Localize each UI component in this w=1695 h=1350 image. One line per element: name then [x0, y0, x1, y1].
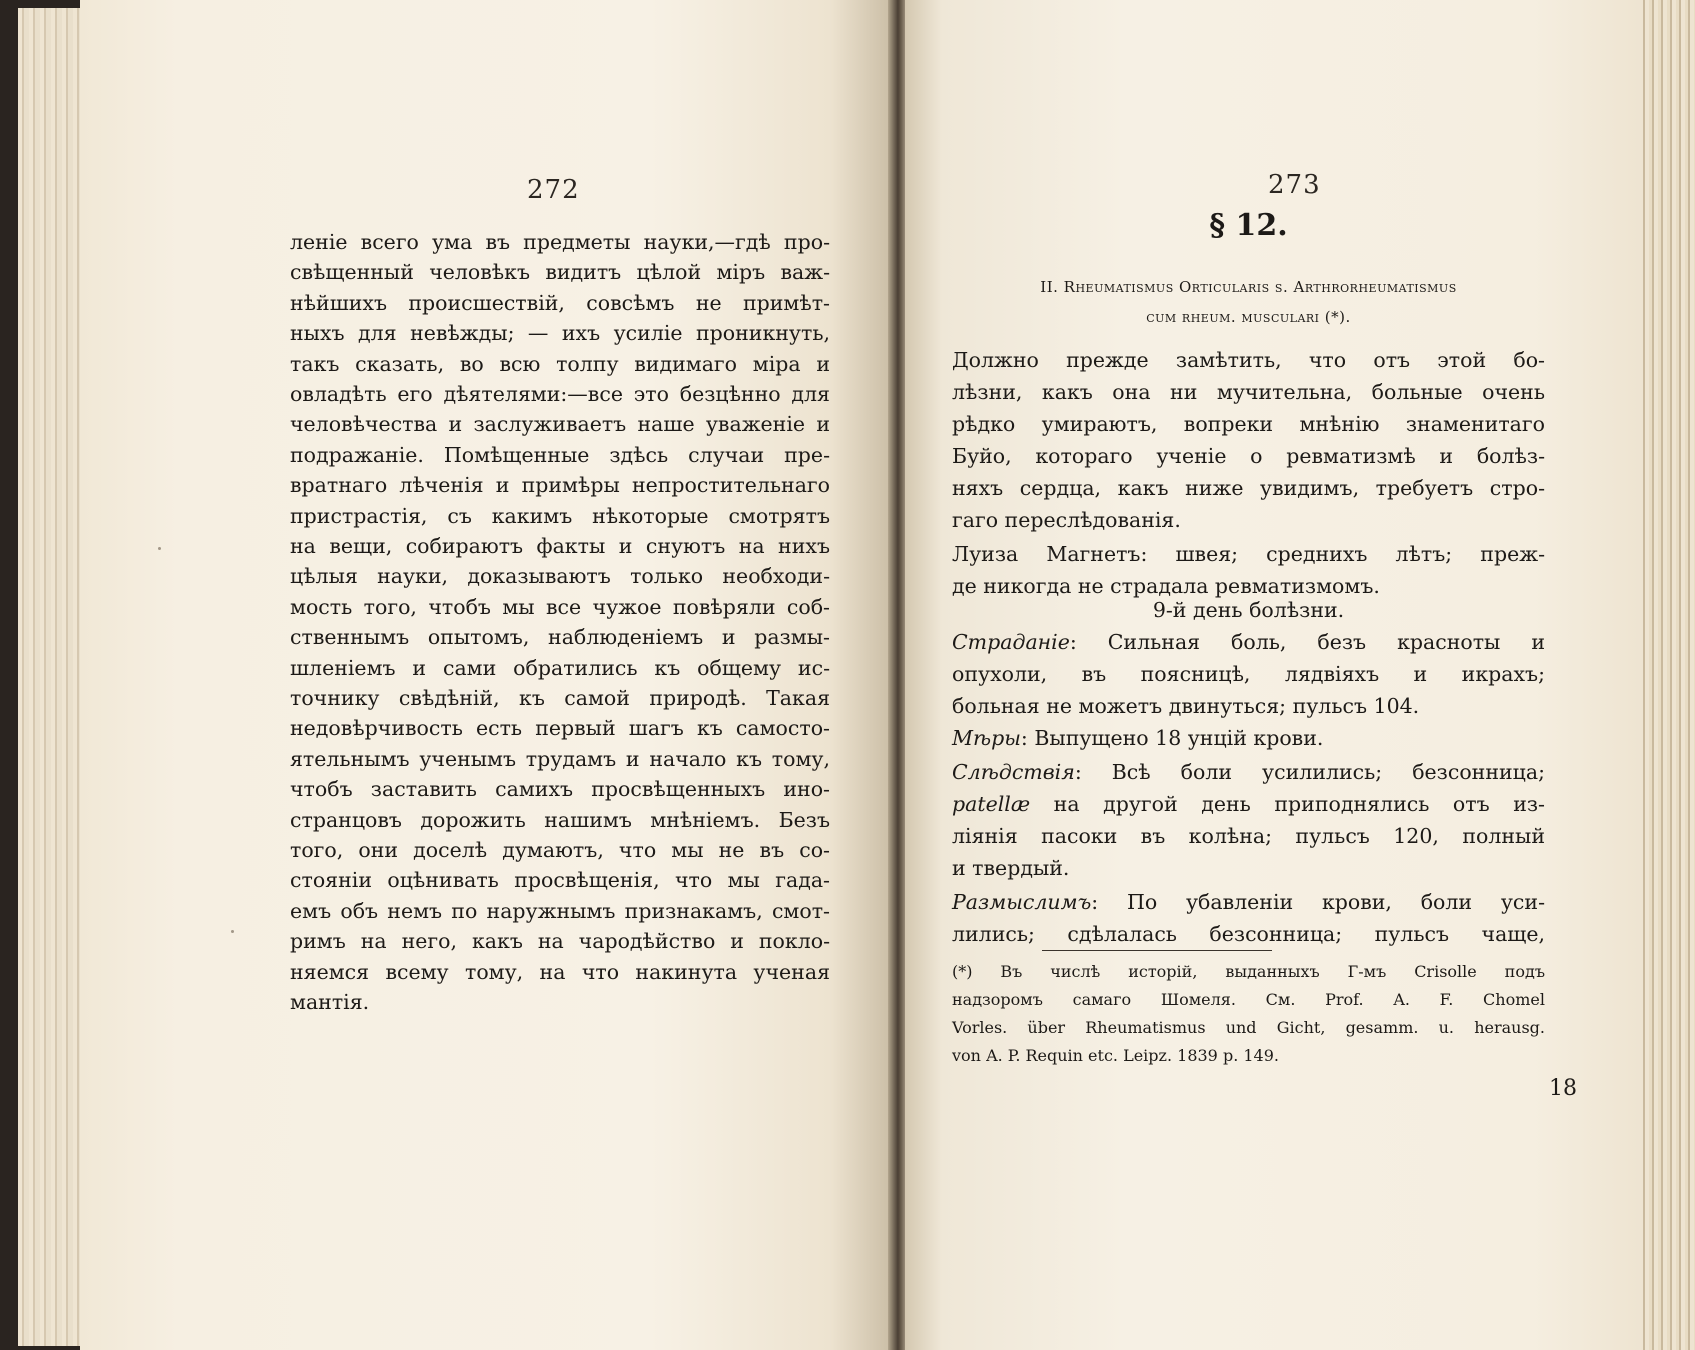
- text-line: мантія.: [290, 990, 370, 1014]
- heading-line-2: cum rheum. musculari (*).: [1146, 308, 1351, 326]
- results-line-3: ліянія пасоки въ колѣна; пульсъ 120, полный: [952, 824, 1545, 848]
- footnote-line: (*) Въ числѣ исторій, выданныхъ Г-мъ Crisolle подъ: [952, 962, 1545, 981]
- page-number-right: 273: [1268, 170, 1321, 200]
- signature-mark: 18: [1549, 1076, 1577, 1101]
- text-line: ныхъ для невѣжды; — ихъ усиліе проникнуть,: [290, 321, 830, 346]
- measures-text: : Выпущено 18 унцій крови.: [1020, 726, 1324, 750]
- text-line: чтобъ заставить самихъ просвѣщенныхъ ино-: [290, 777, 830, 802]
- text-line: такъ сказать, во всю толпу видимаго міра и: [290, 351, 830, 376]
- reflect-line-2: лились; сдѣлалась безсонница; пульсъ чаще,: [952, 922, 1545, 946]
- paper-speck: [158, 547, 161, 550]
- text-line: лѣзни, какъ она ни мучительна, больные очень: [952, 380, 1545, 404]
- results-line-1: [952, 756, 1545, 788]
- left-page: [80, 0, 895, 1350]
- text-line: рѣдко умираютъ, вопреки мнѣнію знаменитаго: [952, 412, 1545, 436]
- reflect-label: Размыслимъ: [952, 890, 1092, 914]
- right-page-edges: [1640, 0, 1695, 1350]
- suffering-label: Страданіе: [952, 630, 1070, 654]
- text-line: точнику свѣдѣній, къ самой природѣ. Такая: [290, 686, 830, 710]
- footnote-rule: [1042, 950, 1272, 951]
- text-line: гаго переслѣдованія.: [952, 508, 1181, 532]
- text-line: того, они доселѣ думаютъ, что мы не въ со-: [290, 838, 830, 862]
- reflect-line-1: [952, 886, 1545, 918]
- text-line: на вещи, собираютъ факты и снуютъ на нихъ: [290, 534, 830, 558]
- text-line: римъ на него, какъ на чародѣйство и покло-: [290, 929, 830, 954]
- text-line: емъ объ немъ по наружнымъ признакамъ, смот-: [290, 898, 830, 923]
- text-line: цѣлыя науки, доказываютъ только необходи-: [290, 564, 830, 589]
- section-heading: § 12.: [1209, 208, 1288, 243]
- results-label: Слѣдствія: [952, 760, 1075, 784]
- results-line-2: [952, 788, 1545, 820]
- suffering-line-1: [952, 626, 1545, 658]
- text-line: свѣщенный человѣкъ видитъ цѣлой міръ важ-: [290, 260, 830, 285]
- text-line: ственнымъ опытомъ, наблюденіемъ и размы-: [290, 625, 830, 650]
- measures-label: Мѣры: [952, 726, 1021, 750]
- text-line: пристрастія, съ какимъ нѣкоторые смотрятъ: [290, 503, 830, 528]
- text-line: мость того, чтобъ мы все чужое повѣряли соб-: [290, 594, 830, 619]
- text-line: ятельнымъ ученымъ трудамъ и начало къ тому,: [290, 746, 830, 771]
- right-page: [905, 0, 1643, 1350]
- text-line: Буйо, котораго ученіе о ревматизмѣ и болѣз-: [952, 444, 1545, 468]
- text-line: овладѣть его дѣятелями:—все это безцѣнно для: [290, 382, 830, 406]
- footnote-line: Vorles. über Rheumatismus und Gicht, gesamm. u. herausg.: [952, 1018, 1545, 1037]
- results-text-2: на другой день приподнялись отъ из-: [1030, 792, 1545, 816]
- text-line: вратнаго лѣченія и примѣры непростительнаго: [290, 473, 830, 498]
- suffering-line-2: опухоли, въ поясницѣ, лядвіяхъ и икрахъ;: [952, 662, 1545, 686]
- text-line: няхъ сердца, какъ ниже увидимъ, требуетъ стро-: [952, 476, 1545, 500]
- footnote-line: von A. P. Requin etc. Leipz. 1839 p. 149.: [952, 1046, 1279, 1065]
- text-line: Должно прежде замѣтить, что отъ этой бо-: [952, 348, 1545, 372]
- results-text: : Всѣ боли усилились; безсонница;: [1074, 760, 1545, 784]
- text-line: леніе всего ума въ предметы науки,—гдѣ про-: [290, 230, 830, 254]
- text-line: шленіемъ и сами обратились къ общему ис-: [290, 655, 830, 680]
- results-line-4: и твердый.: [952, 856, 1070, 880]
- text-line: Луиза Магнетъ: швея; среднихъ лѣтъ; преж-: [952, 542, 1545, 566]
- page-number-left: 272: [527, 175, 580, 205]
- text-line: стояніи оцѣнивать просвѣщенія, что мы гада-: [290, 868, 830, 893]
- text-line: странцовъ дорожить нашимъ мнѣніемъ. Безъ: [290, 807, 830, 832]
- text-line: нѣйшихъ происшествій, совсѣмъ не примѣт-: [290, 290, 830, 315]
- suffering-text: : Сильная боль, безъ красноты и: [1069, 630, 1545, 654]
- text-line: человѣчества и заслуживаетъ наше уваженіе и: [290, 412, 830, 437]
- measures-line: [952, 722, 1545, 754]
- text-line: де никогда не страдала ревматизмомъ.: [952, 574, 1380, 598]
- text-line: няемся всему тому, на что накинута ученая: [290, 959, 830, 984]
- footnote-line: надзоромъ самаго Шомеля. См. Prof. A. F. Chomel: [952, 990, 1545, 1009]
- reflect-text: : По убавленіи крови, боли уси-: [1091, 890, 1545, 914]
- heading-line-1: II. Rheumatismus Orticularis s. Arthrorheumatismus: [1040, 278, 1457, 296]
- text-line: недовѣрчивость есть первый шагъ къ самосто-: [290, 716, 830, 741]
- day-heading: 9-й день болѣзни.: [1152, 598, 1345, 622]
- paper-speck: [231, 930, 234, 933]
- text-line: подражаніе. Помѣщенные здѣсь случаи пре-: [290, 442, 830, 467]
- patellae-term: patellæ: [952, 792, 1031, 816]
- suffering-line-3: больная не можетъ двинуться; пульсъ 104.: [952, 694, 1420, 718]
